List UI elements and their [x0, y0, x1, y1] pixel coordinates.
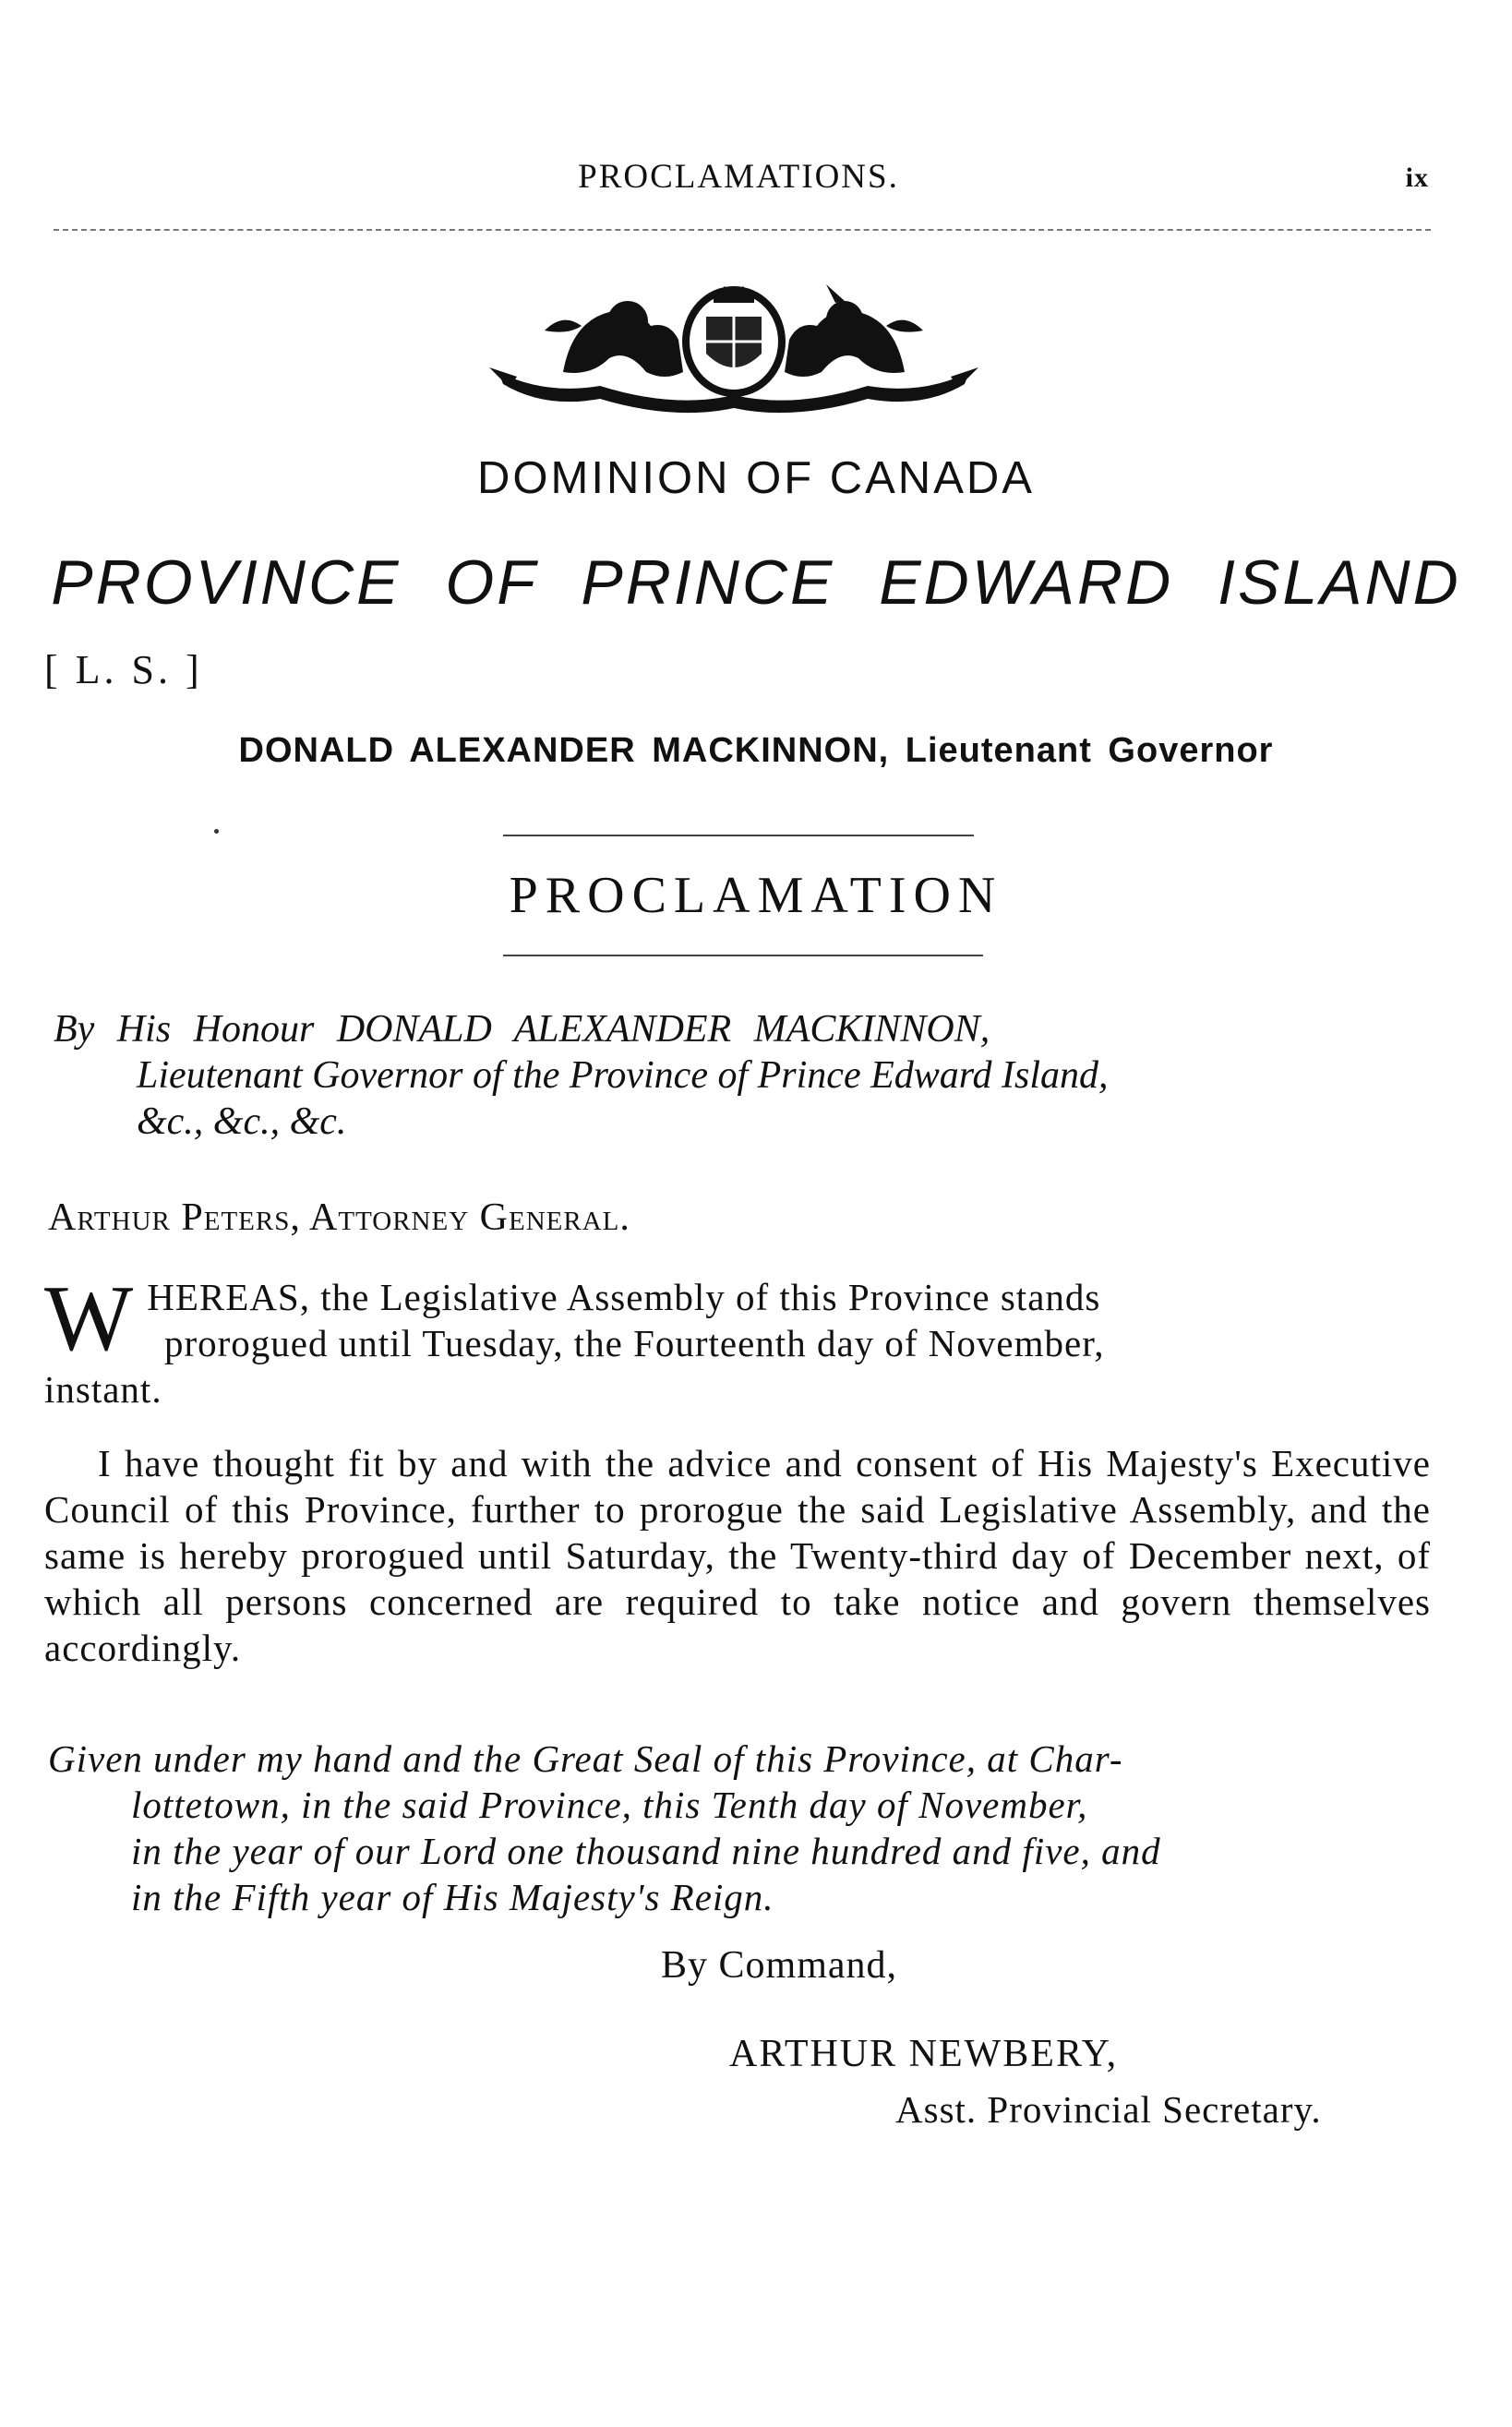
- governor-line: DONALD ALEXANDER MACKINNON, Lieutenant Governor: [238, 731, 1274, 770]
- province-heading: PROVINCE OF PRINCE EDWARD ISLAND: [51, 547, 1461, 618]
- drop-cap: W: [44, 1267, 135, 1371]
- by-line-2: Lieutenant Governor of the Province of Prince Edward Island,: [137, 1054, 1109, 1097]
- running-title: PROCLAMATIONS.: [578, 158, 899, 196]
- by-line-3: &c., &c., &c.: [137, 1100, 347, 1143]
- whereas-paragraph: [44, 1267, 1431, 1412]
- given-paragraph: [48, 1736, 1433, 1920]
- body-paragraph: I have thought fit by and with the advice and consent of His Majesty's Executive Council of this Province, further to prorogue the said Legislative Assembly, and the same is hereby prorogued until Saturday, the Twenty-third day of December next, of which all persons concerned are required to take notice and govern themselves accordingly.: [44, 1442, 1431, 1669]
- title-rule-top: [503, 835, 974, 836]
- speck: [214, 829, 219, 834]
- whereas-line-2: prorogued until Tuesday, the Fourteenth day of November,: [164, 1322, 1105, 1364]
- by-line-1: By His Honour DONALD ALEXANDER MACKINNON,: [54, 1008, 990, 1051]
- given-line-1: Given under my hand and the Great Seal of this Province, at Char-: [48, 1737, 1123, 1780]
- by-command: By Command,: [661, 1944, 898, 1987]
- royal-coat-of-arms-icon: [489, 284, 978, 414]
- given-line-3: in the year of our Lord one thousand nine hundred and five, and: [131, 1830, 1161, 1872]
- signer-name: ARTHUR NEWBERY,: [729, 2033, 1119, 2075]
- by-his-honour-paragraph: [54, 1006, 1438, 1145]
- given-line-2: lottetown, in the said Province, this Tenth day of November,: [131, 1784, 1088, 1826]
- dominion-heading: DOMINION OF CANADA: [477, 453, 1035, 503]
- whereas-line-1: HEREAS, the Legislative Assembly of this Province stands: [147, 1276, 1101, 1318]
- page-number: ix: [1405, 162, 1429, 193]
- whereas-line-3: instant.: [44, 1368, 162, 1411]
- title-rule-bottom: [503, 955, 983, 956]
- header-rule: [54, 229, 1431, 231]
- attorney-line: Arthur Peters, Attorney General.: [48, 1196, 630, 1239]
- signer-title: Asst. Provincial Secretary.: [895, 2088, 1322, 2131]
- proclamation-title: PROCLAMATION: [509, 867, 1003, 924]
- seal-mark: [ L. S. ]: [44, 647, 203, 692]
- running-head: [0, 157, 1512, 212]
- given-line-4: in the Fifth year of His Majesty's Reign.: [131, 1876, 774, 1918]
